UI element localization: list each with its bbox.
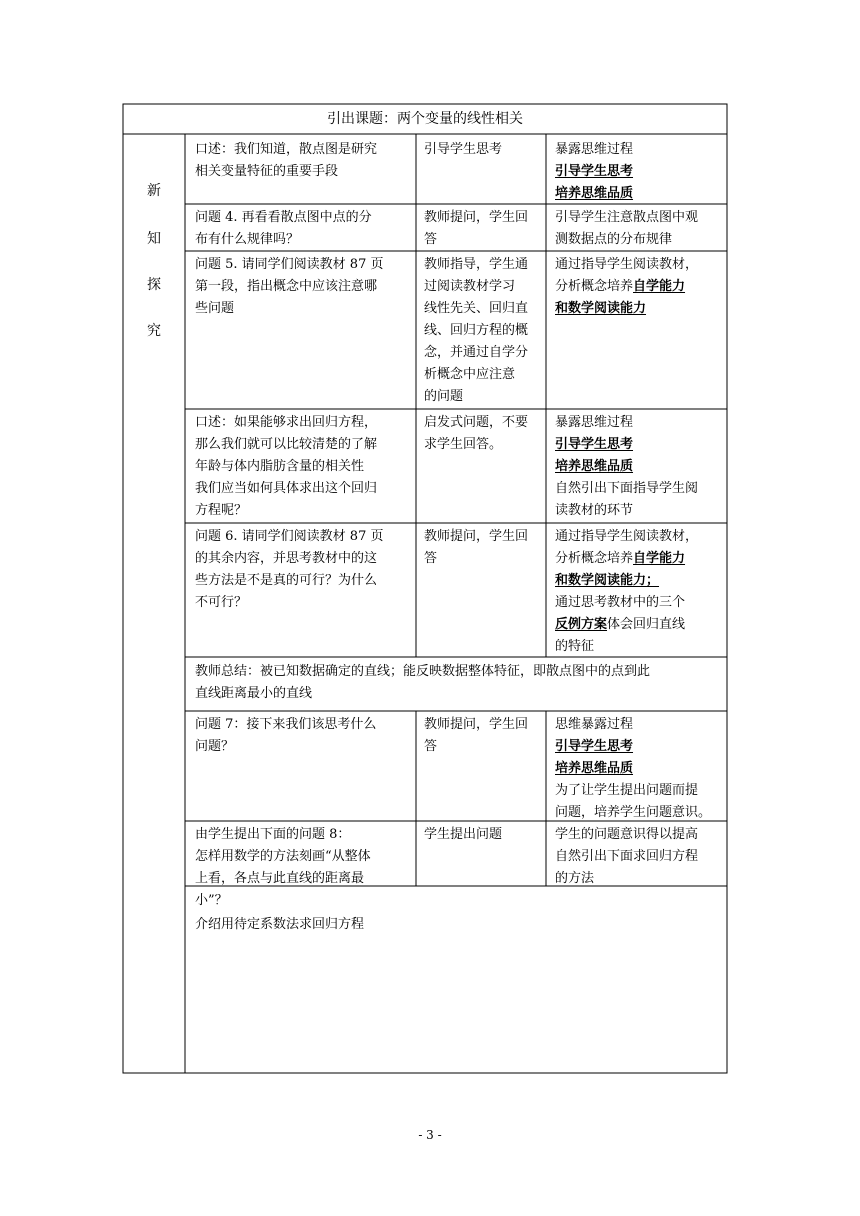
teacher-summary: 教师总结：被已知数据确定的直线；能反映数据整体特征，即散点图中的点到此 直线距离最小的直线: [195, 664, 651, 701]
row-content: 问题 5. 请同学们阅读教材 87 页 第一段，指出概念中应该注意哪 些问题: [195, 257, 384, 316]
row-intent: 暴露思维过程 引导学生思考 培养思维品质: [555, 142, 634, 201]
section-label-char: 探: [147, 277, 161, 293]
method-intro: 介绍用待定系数法求回归方程: [195, 917, 365, 932]
row-activity: 教师提问，学生回 答: [424, 210, 529, 247]
row-activity: 教师指导，学生通 过阅读教材学习 线性先关、回归直 线、回归方程的概 念，并通过自学分 析概念中应注意 的问题: [424, 257, 529, 404]
table-title: 引出课题：两个变量的线性相关: [327, 111, 523, 127]
section-label-char: 新: [147, 183, 161, 199]
row-activity: 引导学生思考: [424, 142, 503, 157]
row-activity: 教师提问，学生回 答: [424, 529, 529, 566]
section-label-char: 知: [147, 231, 161, 247]
row-content: 问题 7：接下来我们该思考什么 问题？: [195, 717, 377, 754]
row-activity: 教师提问，学生回 答: [424, 717, 529, 754]
row-activity: 学生提出问题: [424, 827, 503, 842]
row-content: 口述：如果能够求出回归方程， 那么我们就可以比较清楚的了解 年龄与体内脂肪含量的相关性 我们应当如何具体求出这个回归 方程呢？: [195, 415, 378, 518]
page-number: - 3 -: [418, 1128, 442, 1142]
row-intent: 引导学生注意散点图中观 测数据点的分布规律: [555, 210, 699, 247]
section-label-char: 究: [147, 323, 161, 339]
row-intent: 通过指导学生阅读教材， 分析概念培养自学能力 和数学阅读能力: [555, 257, 699, 316]
row-content: 问题 6. 请同学们阅读教材 87 页 的其余内容，并思考教材中的这 些方法是不是真的可行？为什么 不可行？: [195, 529, 384, 610]
row-content: 由学生提出下面的问题 8： 怎样用数学的方法刻画“从整体 上看，各点与此直线的距离最 小”？: [195, 827, 371, 908]
row-activity: 启发式问题，不要 求学生回答。: [424, 415, 529, 452]
row-content: 问题 4. 再看看散点图中点的分 布有什么规律吗？: [195, 210, 372, 247]
row-intent: 暴露思维过程 引导学生思考 培养思维品质 自然引出下面指导学生阅 读教材的环节: [555, 415, 699, 518]
row-intent: 通过指导学生阅读教材， 分析概念培养自学能力 和数学阅读能力； 通过思考教材中的三个 反例方案体会回归直线 的特征: [555, 529, 699, 654]
row-content: 口述：我们知道，散点图是研究 相关变量特征的重要手段: [195, 142, 378, 179]
row-intent: 学生的问题意识得以提高 自然引出下面求回归方程 的方法: [555, 827, 699, 886]
row-intent: 思维暴露过程 引导学生思考 培养思维品质 为了让学生提出问题而提 问题，培养学生问题意识。: [555, 717, 712, 820]
